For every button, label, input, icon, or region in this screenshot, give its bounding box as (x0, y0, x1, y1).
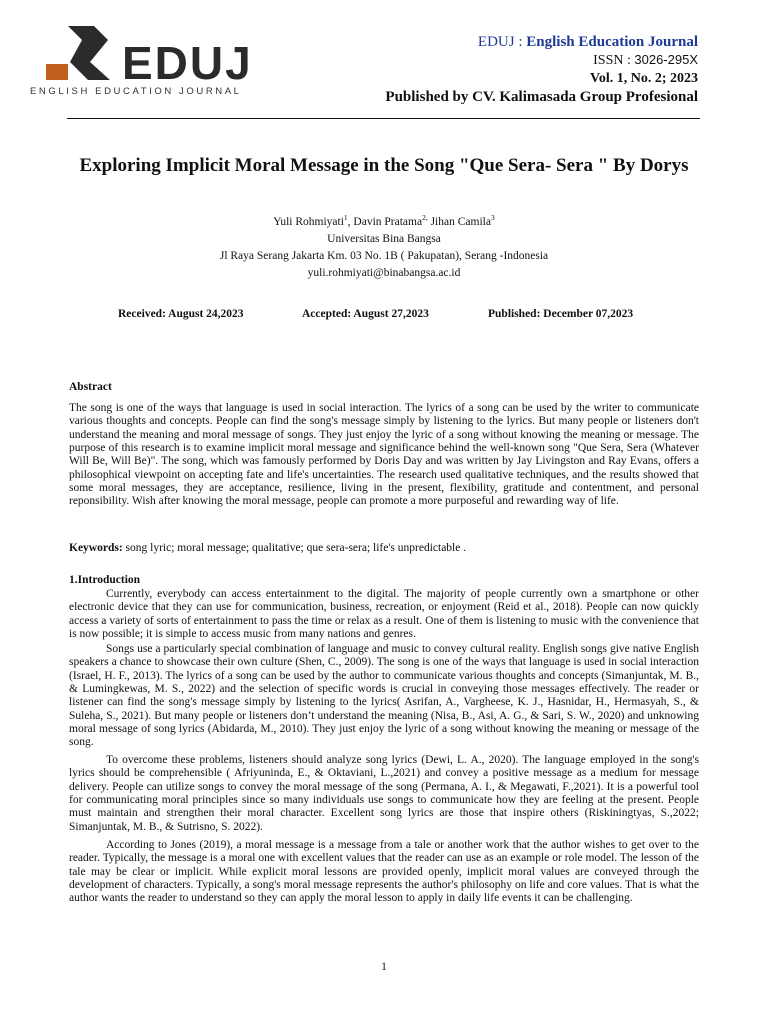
affiliation: Universitas Bina Bangsa (327, 233, 441, 245)
publisher-line: Published by CV. Kalimasada Group Profesional (385, 89, 698, 105)
author-affiliation-mark: 1 (343, 213, 348, 223)
author-list (60, 214, 708, 231)
page-number: 1 (381, 961, 387, 973)
introduction-heading: 1.Introduction (69, 574, 141, 586)
keywords (69, 542, 699, 554)
received-date: Received: August 24,2023 (118, 308, 244, 320)
journal-name: English Education Journal (526, 34, 698, 50)
eduj-logo-mark-icon (46, 22, 118, 82)
issn-label: ISSN : (593, 53, 635, 68)
author-affiliation-mark: 3 (490, 213, 495, 223)
volume-line: Vol. 1, No. 2; 2023 (590, 71, 698, 86)
author-name: Jihan Camila (430, 216, 491, 228)
header-divider (67, 118, 700, 119)
journal-separator: : (514, 34, 527, 50)
intro-paragraph: Songs use a particularly special combination of language and music to convey cultural reality. English songs give native English speakers a chance to showcase their own culture (Shen, C., 2009). The song is one of the ways that language is used in social interaction (Israel, H. F., 2013). The lyrics of a song can be used by the author to communicate various thoughts and concepts (Simanjuntak, M. B., & Lumingkewas, M. S., 2022) and the selection of specific words is crucial in conveying those messages effectively. The reader or listener can find the song's message simply by listening to the lyrics( Asrifan, A., Vargheese, K. J., Hasnidar, H., Hermasyah, S., & Suleha, S., 2021). But many people or listeners don’t understand the meaning (Nisa, B., Asi, A. G., & Sari, S. W., 2020) and unknowing moral message of song lyrics (Abidarda, M., 2010). They just enjoy the lyric of a song without knowing the meaning or message of the song. (69, 643, 699, 749)
logo-subtitle: ENGLISH EDUCATION JOURNAL (30, 86, 242, 97)
intro-paragraph: According to Jones (2019), a moral message is a message from a tale or another work that the author wishes to get over to the reader. Typically, the message is a moral one with excellent values that the reader can use as an example or role model. The lesson of the tale may be clear or implicit. While explicit moral lessons are provided openly, implicit moral values are conveyed through the development of characters. Typically, a song's moral message represents the author's philosophy on life and core values. That is what the author wants the reader to understand so they can apply the moral lesson to apply in daily life events it can be challenging. (69, 839, 699, 905)
intro-paragraph: Currently, everybody can access entertainment to the digital. The majority of people currently own a smartphone or other electronic device that they can use for communication, business, recreation, or enjoyment (Reid et al., 2018). People can now quickly access a variety of sorts of entertainment to pass the time or relax as a result. One of them is listening to music with the convenience that is now possible; it is simple to access music from many nations and genres. (69, 588, 699, 641)
abstract-heading: Abstract (69, 381, 112, 393)
author-name: Davin Pratama (353, 216, 423, 228)
address: Jl Raya Serang Jakarta Km. 03 No. 1B ( Pakupatan), Serang -Indonesia (219, 250, 549, 262)
journal-name-line (385, 33, 698, 51)
accepted-date: Accepted: August 27,2023 (302, 308, 429, 320)
article-title: Exploring Implicit Moral Message in the Song "Que Sera- Sera " By Dorys (79, 155, 689, 176)
author-separator: , (347, 216, 354, 228)
email: yuli.rohmiyati@binabangsa.ac.id (307, 267, 461, 279)
journal-logo (30, 20, 260, 100)
issn-line (385, 51, 698, 70)
abstract-text: The song is one of the ways that language is used in social interaction. The lyrics of a song can be used by the writer to communicate various thoughts and concepts. People can find the song's message simply by listening to the lyrics. But many people or listeners don't understand the meaning and moral message of songs. They just enjoy the lyric of a song without knowing the meaning or message. The purpose of this research is to examine implicit moral message and significance behind the well-known song "Que Sera, Sera (Whatever Will Be, Will Be)". The song, which was famously performed by Doris Day and was written by Jay Livingston and Ray Evans, offers a philosophical viewpoint on accepting fate and life's uncertainties. The research used qualitative techniques, and the results showed that some moral messages, they are acceptance, resilience, living in the present, flexibility, gratitude and contentment, and personal reponsibility. Wish after knowing the moral message, people can promote a more purposeful and rewarding way of life. (69, 402, 699, 508)
keywords-label: Keywords: (69, 542, 123, 554)
keywords-text: song lyric; moral message; qualitative; que sera-sera; life's unpredictable . (122, 542, 467, 554)
logo-wordmark: EDUJ (122, 37, 253, 89)
journal-abbrev: EDUJ (477, 34, 515, 50)
author-name: Yuli Rohmiyati (273, 216, 344, 228)
intro-paragraph: To overcome these problems, listeners should analyze song lyrics (Dewi, L. A., 2020). The language employed in the song's lyrics should be comprehensible ( Afriyuninda, E., & Oktaviani, L.,2021) and convey a positive message as a medium for message delivery. People can utilize songs to convey the moral message of the song (Permana, A. I., & Megawati, F.,2021). It is a powerful tool for communicating moral principles since so many individuals use songs to communicate how they are feeling at the present. People must maintain and strengthen their moral character. Excellent song lyrics are those that inspire others (Riskiningtyas, S.,2022; Simanjuntak, M. B., & Sutrisno, S. 2022). (69, 754, 699, 833)
author-block (60, 214, 708, 282)
issn-value: 3026-295X (634, 52, 698, 67)
journal-info (385, 33, 698, 106)
published-date: Published: December 07,2023 (488, 308, 634, 320)
author-affiliation-mark: 2, (422, 213, 428, 223)
